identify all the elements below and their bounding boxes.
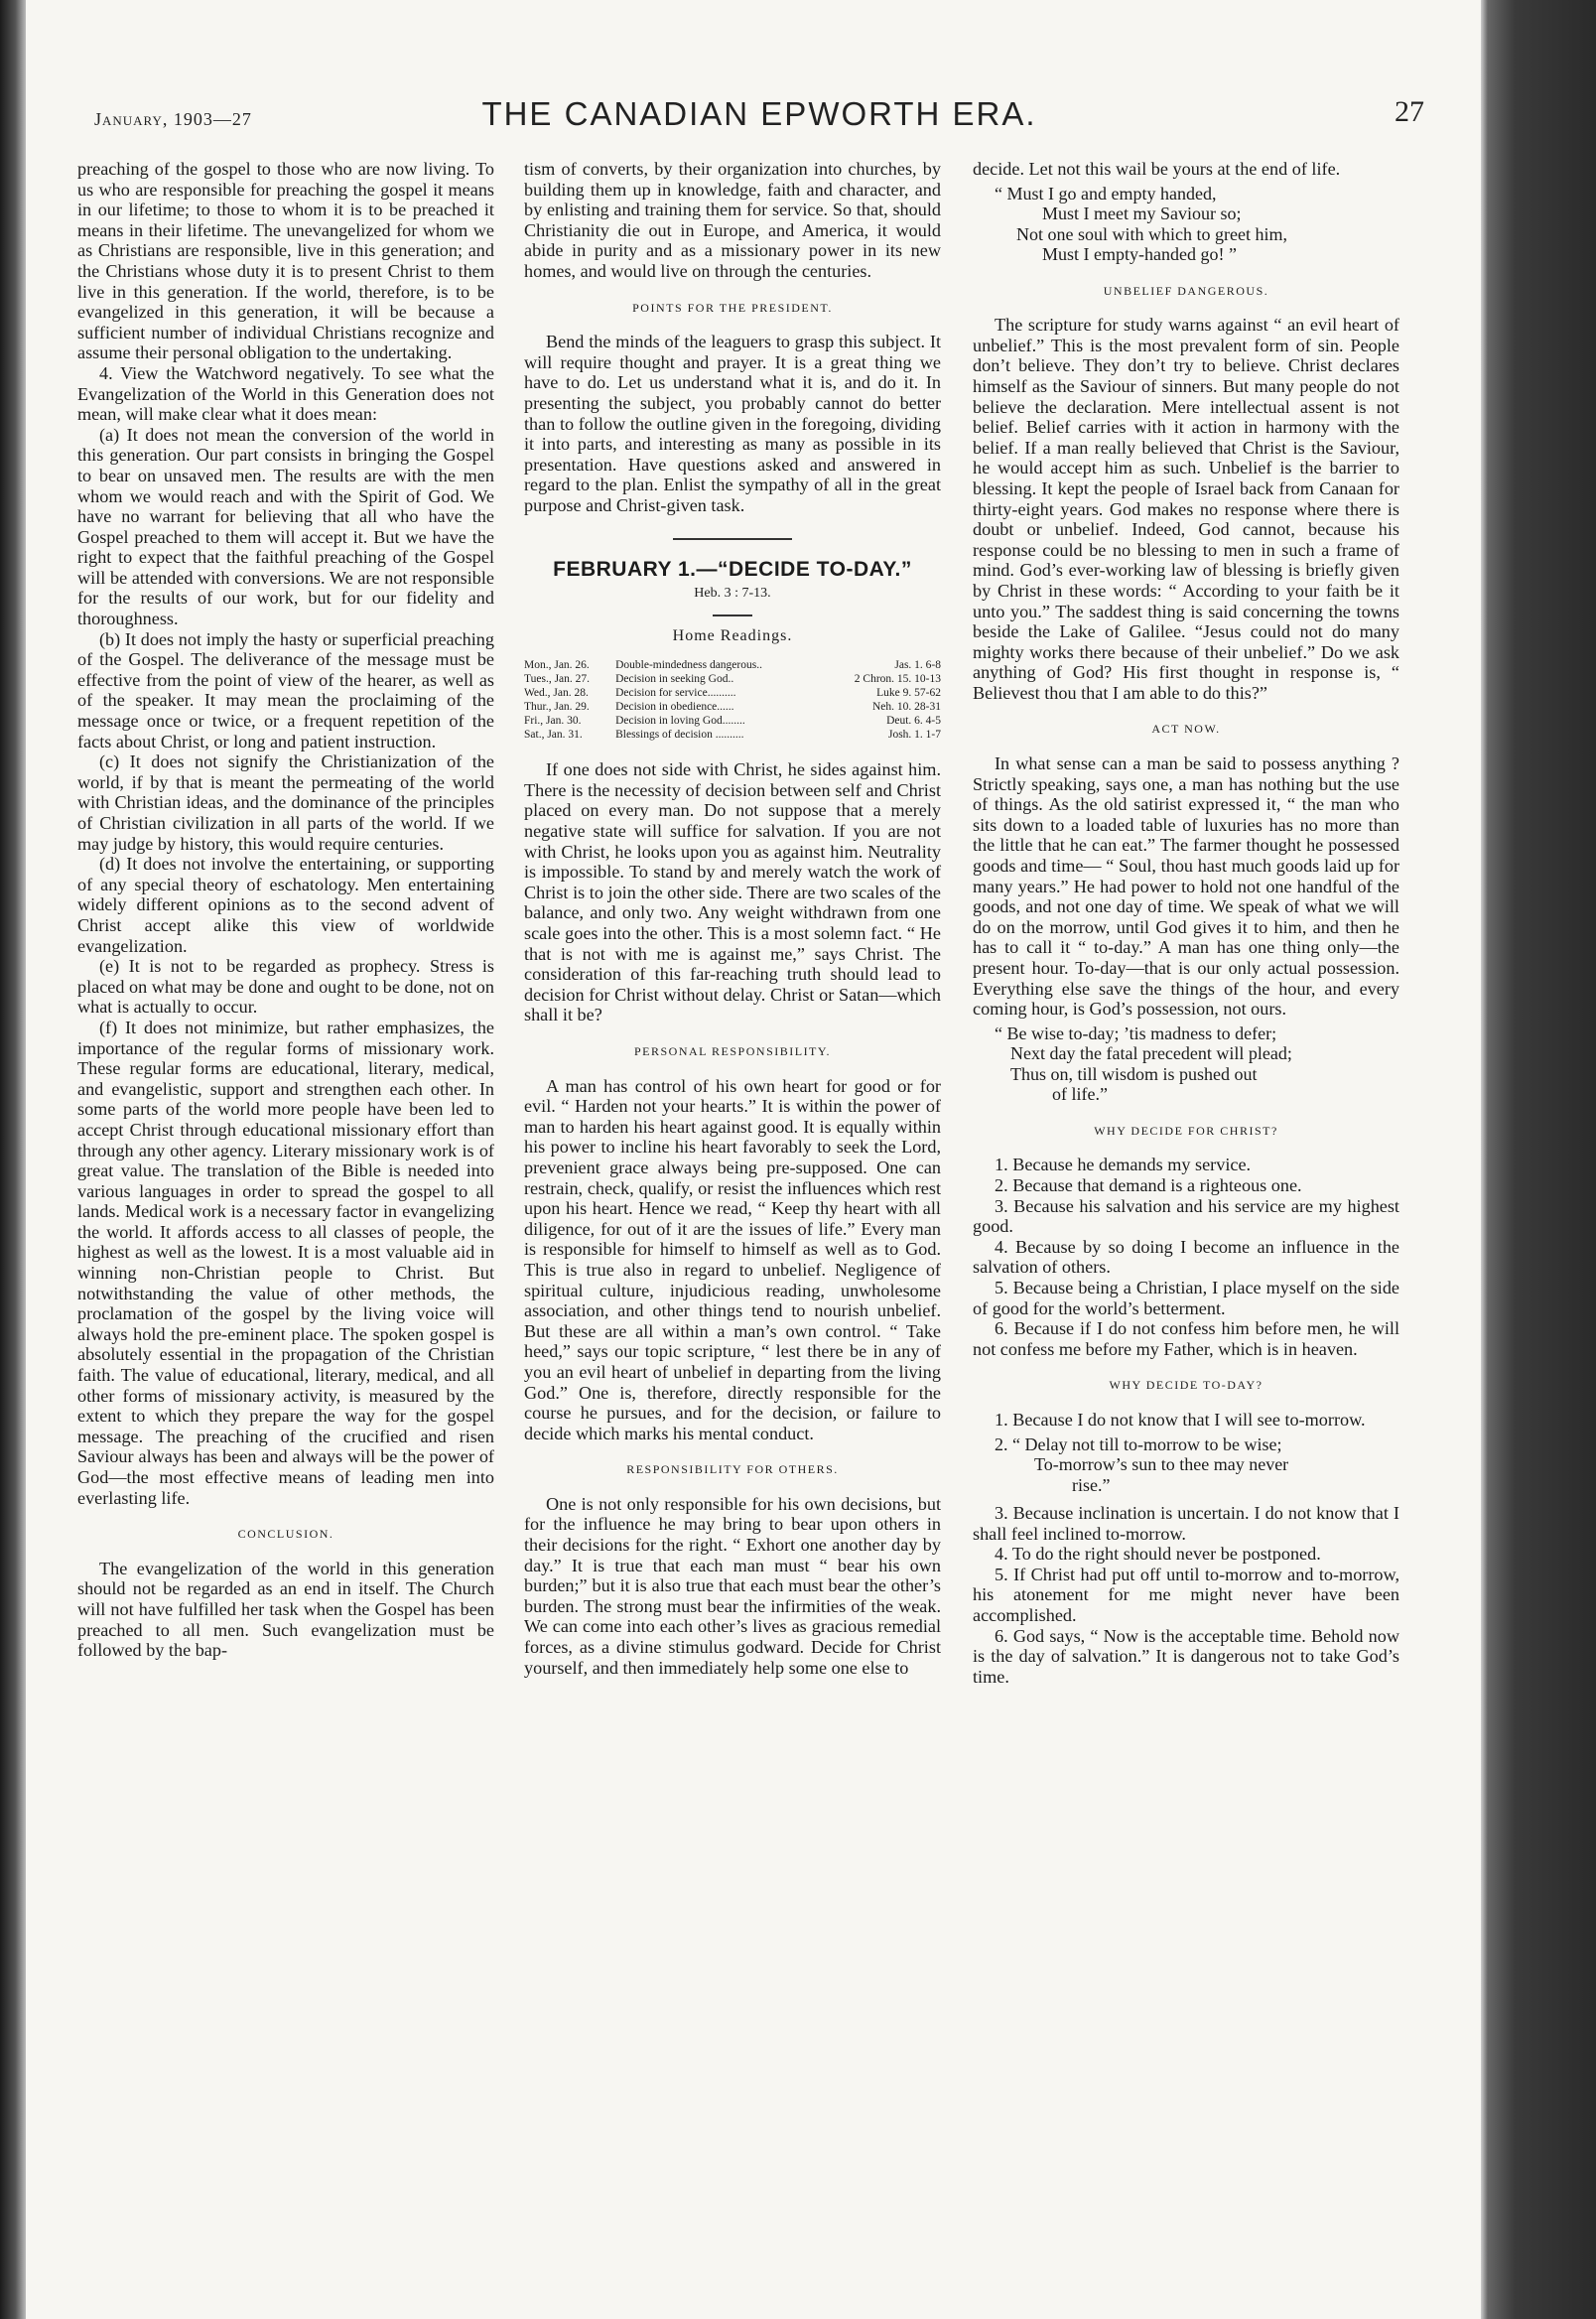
divider	[673, 538, 792, 540]
reading-day: Mon., Jan. 26.	[524, 659, 590, 672]
poem-quote	[973, 1023, 1399, 1105]
list-item: 3. Because his salvation and his service are my highest good.	[973, 1195, 1399, 1237]
paragraph: One is not only responsible for his own decisions, but for the influence he may bring to bear upon others in their decisions for the right. “ Exhort one another day by day.” It is true that each man must “ bear his own burden;” but it is also true that each must bear the other’s burden. The strong must bear the infirmities of the weak. We can come into each other’s lives as gracious remedial forces, as a divine stimulus godward. Decide for Christ yourself, and then immediately help some one else to	[524, 1493, 941, 1678]
section-heading: ACT NOW.	[1151, 722, 1221, 737]
verse-line: rise.”	[1072, 1474, 1111, 1495]
verse-line: 2. “ Delay not till to-morrow to be wise;	[995, 1433, 1282, 1454]
reading-ref: Jas. 1. 6-8	[894, 659, 941, 672]
page-header	[94, 95, 1424, 145]
reading-day: Sat., Jan. 31.	[524, 729, 583, 742]
verse-line: Must I empty-handed go! ”	[1042, 244, 1237, 265]
reading-day: Thur., Jan. 29.	[524, 701, 590, 714]
book-page-edge	[1481, 0, 1596, 2319]
section-heading: RESPONSIBILITY FOR OTHERS.	[626, 1462, 839, 1477]
numbered-list	[973, 1410, 1399, 1687]
section-heading: WHY DECIDE TO-DAY?	[1109, 1378, 1264, 1393]
book-binding-shadow	[0, 0, 26, 2319]
paragraph: The scripture for study warns against “ an evil heart of unbelief.” This is the most prevalent form of sin. People don’t believe. They don’t try to believe. Christ declares himself as the Saviour of sinners. But many people do not believe the declaration. Mere intellectual assent is not belief. Belief carries with it action in harmony with the belief. If a man really believed that Christ is the Saviour, he would accept him as such. Unbelief is the barrier to blessing. It kept the people of Israel back from Canaan for thirty-eight years. God makes no response where there is doubt or unbelief. Indeed, God cannot, because his response could be no blessing to men in such a frame of mind. God’s ever-working law of blessing is briefly given by Christ in these words: “ According to your faith be it unto you.” The saddest thing is said concerning the towns beside the Lake of Galilee. “Jesus could not do many mighty works there because of their unbelief.” Do we ask anything of God? His first thought in response is, “ Believest thou that I am able to do this?”	[973, 315, 1399, 703]
verse-line: Must I meet my Saviour so;	[1042, 204, 1242, 224]
list-item: 1. Because he demands my service.	[995, 1155, 1252, 1175]
list-item: 3. Because inclination is uncertain. I do not know that I shall feel inclined to-morrow.	[973, 1503, 1399, 1544]
reading-day: Tues., Jan. 27.	[524, 673, 591, 686]
verse-line: To-morrow’s sun to thee may never	[1034, 1454, 1289, 1474]
reading-ref: Neh. 10. 28-31	[872, 701, 941, 714]
list-item: 6. God says, “ Now is the acceptable time. Behold now is the day of salvation.” It is dangerous not to take God’s time.	[973, 1625, 1399, 1687]
verse-line: Next day the fatal precedent will plead;	[1010, 1043, 1292, 1064]
reading-topic: Decision in loving God........	[615, 715, 745, 728]
reading-day: Wed., Jan. 28.	[524, 687, 589, 700]
paragraph: A man has control of his own heart for good or for evil. “ Harden not your hearts.” It is within the power of man to harden his heart against good. It is equally within his power to incline his heart favorably to seek the Lord, prevenient grace always being pre-supposed. One can restrain, check, qualify, or resist the influences which rest upon his heart. Hence we read, “ Keep thy heart with all diligence, for out of it are the issues of life.” Every man is responsible for himself to himself as well as to God. This is true also in regard to unbelief. Negligence of spiritual culture, injudicious reading, unwholesome association, and other things tend to nourish unbelief. But these are all within a man’s own control. “ Take heed,” says our topic scripture, “ lest there be in any of you an evil heart of unbelief in departing from the living God.” One is, therefore, directly responsible for the course he pursues, and for the decision, or failure to decide which marks his mental conduct.	[524, 1075, 941, 1443]
header-date: January, 1903—27	[94, 109, 252, 129]
table-row	[524, 728, 941, 742]
table-row	[524, 714, 941, 728]
reading-topic: Decision for service..........	[615, 687, 736, 700]
paragraph: (d) It does not involve the entertaining, or supporting of any special theory of eschatology. Men entertaining widely different opinions as to the second advent of Christ accept alike this view of worldwide evangelization.	[77, 854, 494, 956]
home-readings-title: Home Readings.	[672, 626, 793, 644]
reading-ref: Josh. 1. 1-7	[887, 729, 941, 742]
paragraph: preaching of the gospel to those who are now living. To us who are responsible for preaching the gospel it means in our lifetime; to those to whom it is to be preached it means in their lifetime. The unevangelized for whom we as Christians are responsible, live in this generation; and the Christians whose duty it is to present Christ to them live in this generation. If the world, therefore, is to be evangelized in this generation, it will be because a sufficient number of individual Christians recognize and assume their personal obligation to the undertaking.	[77, 159, 494, 363]
paragraph: (c) It does not signify the Christianization of the world, if by that is meant the permeating of the world with Christian ideas, and the dominance of the principles of Christian civilization in all parts of the world. If we may judge by history, this would require centuries.	[77, 751, 494, 854]
table-row	[524, 700, 941, 714]
list-item: 6. Because if I do not confess him before men, he will not confess me before my Father, which is in heaven.	[973, 1318, 1399, 1359]
magazine-title: THE CANADIAN EPWORTH ERA.	[481, 95, 1037, 132]
reading-day: Fri., Jan. 30.	[524, 715, 582, 728]
section-heading: POINTS FOR THE PRESIDENT.	[632, 300, 833, 315]
paragraph: 4. View the Watchword negatively. To see what the Evangelization of the World in this Generation does not mean, will make clear what it does mean:	[77, 362, 494, 425]
list-item: 1. Because I do not know that I will see to-morrow.	[995, 1409, 1366, 1430]
reading-topic: Decision in obedience......	[615, 701, 734, 714]
section-heading: CONCLUSION.	[237, 1527, 334, 1542]
paragraph: Bend the minds of the leaguers to grasp this subject. It will require thought and prayer. It is a great thing we have to do. Let us understand what it is, and do it. In presenting the subject, you probably cannot do better than to follow the outline given in the foregoing, dividing it into parts, and interesting as many as possible in its presentation. Have questions asked and answered in regard to the plan. Enlist the sympathy of all in the great purpose and Christ-given task.	[524, 332, 941, 515]
paragraph: (e) It is not to be regarded as prophecy. Stress is placed on what may be done and ought to be done, not on what is actually to occur.	[77, 956, 494, 1018]
verse-line: “ Be wise to-day; ’tis madness to defer;	[995, 1023, 1277, 1043]
table-row	[524, 686, 941, 700]
section-heading: PERSONAL RESPONSIBILITY.	[633, 1044, 832, 1058]
reading-topic: Blessings of decision ..........	[615, 729, 744, 742]
paragraph: (a) It does not mean the conversion of the world in this generation. Our part consists in bringing the Gospel to bear on unsaved men. The results are with the men whom we would reach and with the Spirit of God. We have no warrant for believing that all who have the Gospel preached to them will accept it. But we have the right to expect that the faithful preaching of the Gospel will be attended with conversions. We are not responsible for the results of our work, but for our fidelity and thoroughness.	[77, 424, 494, 629]
verse-line: “ Must I go and empty handed,	[995, 183, 1217, 204]
list-item: 4. Because by so doing I become an influence in the salvation of others.	[973, 1236, 1399, 1278]
column-3	[973, 159, 1399, 1690]
paragraph: (b) It does not imply the hasty or superficial preaching of the Gospel. The deliverance of the message must be effective from the point of view of the hearer, as well as of the speaker. It may mean the proclaiming of the message once or twice, or a frequent repetition of the facts about Christ, or long and patient instruction.	[77, 628, 494, 751]
paragraph: The evangelization of the world in this generation should not be regarded as an end in itself. The Church will not have fulfilled her task when the Gospel has been preached to all men. Such evangelization must be followed by the bap-	[77, 1558, 494, 1661]
list-item: 5. If Christ had put off until to-morrow and to-morrow, his atonement for me might never have been accomplished.	[973, 1564, 1399, 1625]
page-number: 27	[1395, 95, 1424, 128]
reading-ref: 2 Chron. 15. 10-13	[854, 673, 941, 686]
reading-ref: Deut. 6. 4-5	[886, 715, 941, 728]
list-item: 5. Because being a Christian, I place myself on the side of good for the world’s betterment.	[973, 1277, 1399, 1318]
reading-topic: Double-mindedness dangerous..	[615, 659, 762, 672]
paragraph: (f) It does not minimize, but rather emphasizes, the importance of the regular forms of missionary work. These regular forms are educational, literary, medical, and evangelistic, support and strengthen each other. In some parts of the world more people have been led to accept Christ through educational missionary effort than through any other agency. Literary missionary work is of great value. The translation of the Bible is needed into various languages in order to spread the gospel to all lands. Medical work is a necessary factor in evangelizing the world. It affords access to all classes of people, the highest as well as the lowest. It is a most valuable aid in winning non-Christian people to Christ. But notwithstanding the value of other methods, the proclamation of the gospel by the living voice will always hold the pre-eminent place. The spoken gospel is absolutely essential in the propagation of the Christian faith. The value of educational, literary, medical, and all other forms of missionary activity, is measured by the extent to which they prepare the way for the gospel message. The preaching of the crucified and risen Saviour always has been and always will be the power of God—the most effective means of leading men into everlasting life.	[77, 1017, 494, 1508]
section-heading: UNBELIEF DANGEROUS.	[1103, 283, 1269, 298]
lesson-title: FEBRUARY 1.—“DECIDE TO-DAY.”	[553, 557, 912, 581]
section-heading: WHY DECIDE FOR CHRIST?	[1094, 1123, 1278, 1138]
reading-ref: Luke 9. 57-62	[876, 687, 941, 700]
lesson-reference: Heb. 3 : 7-13.	[694, 586, 771, 602]
numbered-list	[973, 1155, 1399, 1359]
list-item: 4. To do the right should never be postponed.	[995, 1544, 1321, 1565]
verse-line: Thus on, till wisdom is pushed out	[1010, 1063, 1258, 1084]
poem-quote	[973, 184, 1399, 265]
paragraph: In what sense can a man be said to possess anything ? Strictly speaking, says one, a man has nothing but the use of things. As the old satirist expressed it, “ the man who sits down to a loaded table of luxuries has no more than the little that he can eat.” The farmer thought he possessed goods and time— “ Soul, thou hast much goods laid up for many years.” He had power to hold not one handful of the goods, and not one day of time. We speak of what we will do on the morrow, until God gives it to him, and then he has to call it “ to-day.” A man has one thing only—the present hour. To-day—that is our only actual possession. Everything else save the things of the hour, and every coming hour, is God’s possession, not ours.	[973, 753, 1399, 1020]
divider	[713, 614, 752, 616]
list-item: 2. Because that demand is a righteous one.	[995, 1174, 1302, 1195]
paragraph: tism of converts, by their organization into churches, by building them up in knowledge, faith and character, and by enlisting and training them for service. So that, should Christianity die out in Europe, and America, it would abide in purity and as a missionary power in its new homes, and would live on through the centuries.	[524, 159, 941, 281]
reading-topic: Decision in seeking God..	[615, 673, 734, 686]
home-readings-table	[524, 658, 941, 742]
table-row	[524, 658, 941, 672]
verse-line: Not one soul with which to greet him,	[1016, 223, 1287, 244]
column-2	[524, 159, 941, 1678]
column-1	[77, 159, 494, 1661]
paragraph: If one does not side with Christ, he sides against him. There is the necessity of decision between self and Christ placed on every man. Do not suppose that a merely negative state will suffice for salvation. If you are not with Christ, he looks upon you as against him. Neutrality is impossible. To stand by and merely watch the work of Christ is to join the other side. There are two scales of the balance, and only two. Any weight withdrawn from one scale goes into the other. This is a most solemn fact. “ He that is not with me is against me,” says Christ. The consideration of this far-reaching truth should lead to decision for Christ without delay. Christ or Satan—which shall it be?	[524, 759, 941, 1025]
table-row	[524, 672, 941, 686]
poem-quote	[973, 1434, 1399, 1496]
verse-line: of life.”	[1052, 1084, 1108, 1105]
paragraph: decide. Let not this wail be yours at the end of life.	[973, 159, 1341, 179]
